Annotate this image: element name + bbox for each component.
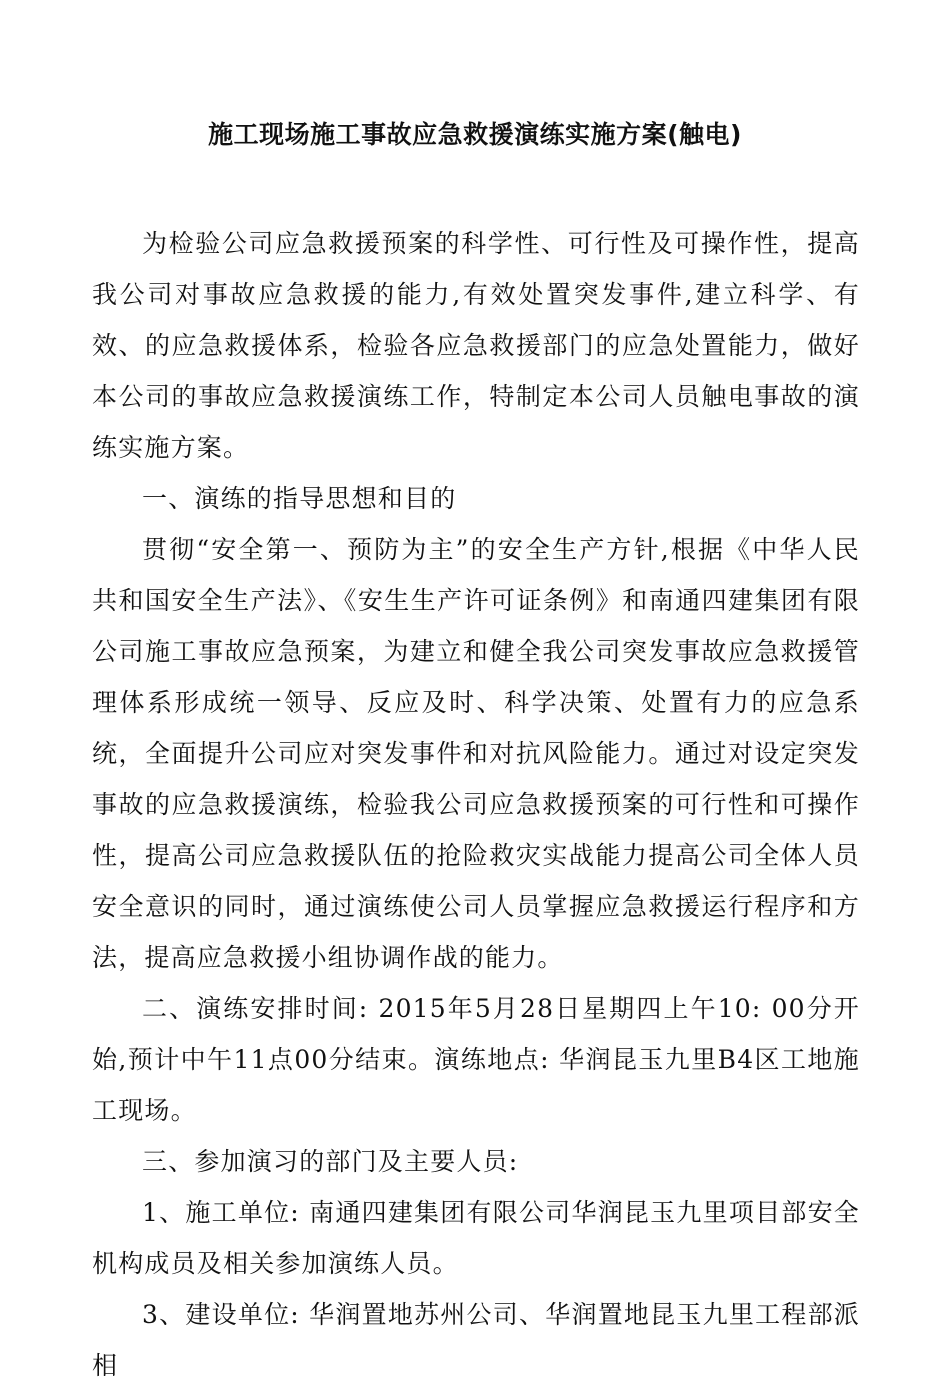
paragraph-purpose: 贯彻“安全第一、预防为主”的安全生产方针,根据《中华人民共和国安全生产法》、《安生生产许可证条例》和南通四建集团有限公司施工事故应急预案，为建立和健全我公司突发事故应急救援管理体系形成统一领导、反应及时、科学决策、处置有力的应急系统，全面提升公司应对突发事件和对抗风险能力。通过对设定突发事故的应急救援演练，检验我公司应急救援预案的可行性和可操作性，提高公司应急救援队伍的抢险救灾实战能力提高公司全体人员安全意识的同时，通过演练使公司人员掌握应急救援运行程序和方法，提高应急救援小组协调作战的能力。: [92, 535, 860, 972]
paragraph-construction-unit: 1、施工单位: 南通四建集团有限公司华润昆玉九里项目部安全机构成员及相关参加演练人员。: [92, 1198, 860, 1278]
document-title: 施工现场施工事故应急救援演练实施方案(触电): [208, 120, 742, 149]
section-heading-purpose: 一、演练的指导思想和目的: [142, 484, 457, 513]
paragraph-developer-unit: 3、建设单位: 华润置地苏州公司、华润置地昆玉九里工程部派相: [92, 1300, 860, 1380]
paragraph-intro: 为检验公司应急救援预案的科学性、可行性及可操作性，提高我公司对事故应急救援的能力,有效处置突发事件,建立科学、有效、的应急救援体系，检验各应急救援部门的应急处置能力，做好本公司的事故应急救援演练工作，特制定本公司人员触电事故的演练实施方案。: [92, 229, 860, 462]
section-heading-participants: 三、参加演习的部门及主要人员:: [142, 1147, 519, 1176]
paragraph-schedule: 二、演练安排时间: 2015年5月28日星期四上午10: 00分开始,预计中午11点00分结束。演练地点: 华润昆玉九里B4区工地施工现场。: [92, 994, 860, 1125]
document-body: [92, 218, 860, 1391]
